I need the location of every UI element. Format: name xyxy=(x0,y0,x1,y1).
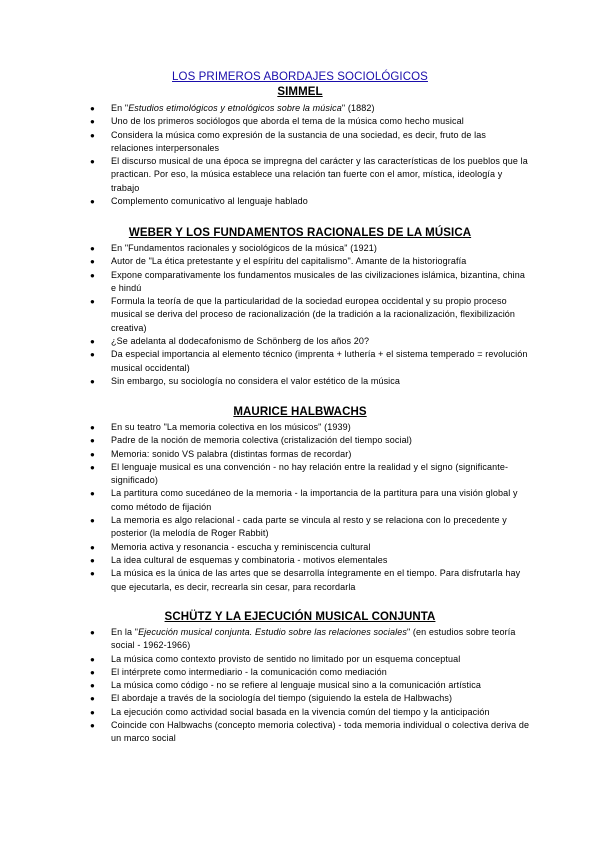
list-item: ● En "Estudios etimológicos y etnológicos sobre la música" (1882) xyxy=(90,102,530,115)
list-item: ● Uno de los primeros sociólogos que aborda el tema de la música como hecho musical xyxy=(90,115,530,128)
bullet-icon: ● xyxy=(90,694,95,704)
bullet-icon: ● xyxy=(90,197,95,207)
bullet-icon: ● xyxy=(90,462,95,472)
bullet-icon: ● xyxy=(90,270,95,280)
list-item: ● Memoria activa y resonancia - escucha y reminiscencia cultural xyxy=(90,541,530,554)
list-item: ● Autor de "La ética pretestante y el espíritu del capitalismo". Amante de la historiografía xyxy=(90,255,530,268)
bullet-icon: ● xyxy=(90,555,95,565)
list-item: ● La ejecución como actividad social basada en la vivencia común del tiempo y la anticipación xyxy=(90,706,530,719)
bullet-icon: ● xyxy=(90,297,95,307)
document-title: LOS PRIMEROS ABORDAJES SOCIOLÓGICOS xyxy=(172,71,428,83)
section-list-halbwachs xyxy=(90,421,530,594)
bullet-icon: ● xyxy=(90,707,95,717)
list-item: ● El abordaje a través de la sociología del tiempo (siguiendo la estela de Halbwachs) xyxy=(90,692,530,705)
bullet-icon: ● xyxy=(90,244,95,253)
bullet-icon: ● xyxy=(90,654,95,664)
bullet-icon: ● xyxy=(90,337,95,347)
list-item: ● La música es la única de las artes que se desarrolla íntegramente en el tiempo. Para disfrutarla hay que ejecutarla, es decir, recrearla sin cesar, para recordarla xyxy=(90,568,521,592)
list-item: ● Expone comparativamente los fundamentos musicales de las civilizaciones islámica, bizantina, china e hindú xyxy=(90,269,525,293)
bullet-icon: ● xyxy=(90,376,95,386)
bullet-icon: ● xyxy=(90,721,95,731)
bullet-icon: ● xyxy=(90,130,95,140)
list-item: ● Sin embargo, su sociología no considera el valor estético de la música xyxy=(90,375,530,388)
list-item: ● Memoria: sonido VS palabra (distintas formas de recordar) xyxy=(90,448,530,461)
bullet-icon: ● xyxy=(90,542,95,552)
list-item: ● Formula la teoría de que la particularidad de la sociedad europea occidental y su propio proceso musical se deriva del proceso de racionalización (de la tradición a la racionalización, flexibilización creativa) xyxy=(90,296,516,333)
section-heading-simmel: SIMMEL xyxy=(277,86,323,98)
list-item: ● Complemento comunicativo al lenguaje hablado xyxy=(90,195,530,208)
list-item: ● En la "Ejecución musical conjunta. Estudio sobre las relaciones sociales" (en estudios sobre teoría social - 1962-1966) xyxy=(90,627,516,651)
bullet-icon: ● xyxy=(90,449,95,459)
list-item: ● Padre de la noción de memoria colectiva (cristalización del tiempo social) xyxy=(90,434,530,447)
bullet-icon: ● xyxy=(90,681,95,691)
list-item: ● Da especial importancia al elemento técnico (imprenta + luthería + el sistema temperado = revolución musical occidental) xyxy=(90,349,528,373)
section-heading-weber: WEBER Y LOS FUNDAMENTOS RACIONALES DE LA MÚSICA xyxy=(128,227,472,239)
list-item: ● La música como código - no se refiere al lenguaje musical sino a la comunicación artística xyxy=(90,679,530,692)
bullet-icon: ● xyxy=(90,436,95,446)
bullet-icon: ● xyxy=(90,117,95,127)
bullet-icon: ● xyxy=(90,628,95,637)
list-item: ● La partitura como sucedáneo de la memoria - la importancia de la partitura para una visión global y como método de fijación xyxy=(90,488,518,512)
section-list-schutz xyxy=(90,626,530,746)
bullet-icon: ● xyxy=(90,569,95,579)
section-list-simmel xyxy=(90,102,530,208)
bullet-icon: ● xyxy=(90,257,95,267)
section-heading-schutz: SCHÜTZ Y LA EJECUCIÓN MUSICAL CONJUNTA xyxy=(164,611,436,623)
bullet-icon: ● xyxy=(90,489,95,499)
section-heading-halbwachs: MAURICE HALBWACHS xyxy=(233,406,367,418)
list-item: ● La música como contexto provisto de sentido no limitado por un esquema conceptual xyxy=(90,653,530,666)
bullet-icon: ● xyxy=(90,423,95,432)
list-item: ● Coincide con Halbwachs (concepto memoria colectiva) - toda memoria individual o colectiva deriva de un marco social xyxy=(90,720,530,744)
bullet-icon: ● xyxy=(90,157,95,167)
list-item: ● La idea cultural de esquemas y combinatoria - motivos elementales xyxy=(90,554,530,567)
list-item: ● El intérprete como intermediario - la comunicación como mediación xyxy=(90,666,530,679)
bullet-icon: ● xyxy=(90,516,95,526)
list-item: ● En "Fundamentos racionales y sociológicos de la música" (1921) xyxy=(90,242,530,255)
list-item: ● El discurso musical de una época se impregna del carácter y las características de los pueblos que la practican. Por eso, la música establece una relación tan fuerte con el amor, mística, ideología y trabajo xyxy=(90,156,528,193)
section-list-weber xyxy=(90,242,530,388)
bullet-icon: ● xyxy=(90,104,95,113)
list-item: ● ¿Se adelanta al dodecafonismo de Schönberg de los años 20? xyxy=(90,335,530,348)
bullet-icon: ● xyxy=(90,667,95,677)
bullet-icon: ● xyxy=(90,350,95,360)
list-item: ● En su teatro "La memoria colectiva en los músicos" (1939) xyxy=(90,421,530,434)
list-item: ● El lenguaje musical es una convención - no hay relación entre la realidad y el signo (significante-significado) xyxy=(90,461,509,486)
list-item: ● Considera la música como expresión de la sustancia de una sociedad, es decir, fruto de las relaciones interpersonales xyxy=(90,129,487,153)
list-item: ● La memoria es algo relacional - cada parte se vincula al resto y se relaciona con lo precedente y posterior (la melodía de Roger Rabbit) xyxy=(90,515,507,539)
